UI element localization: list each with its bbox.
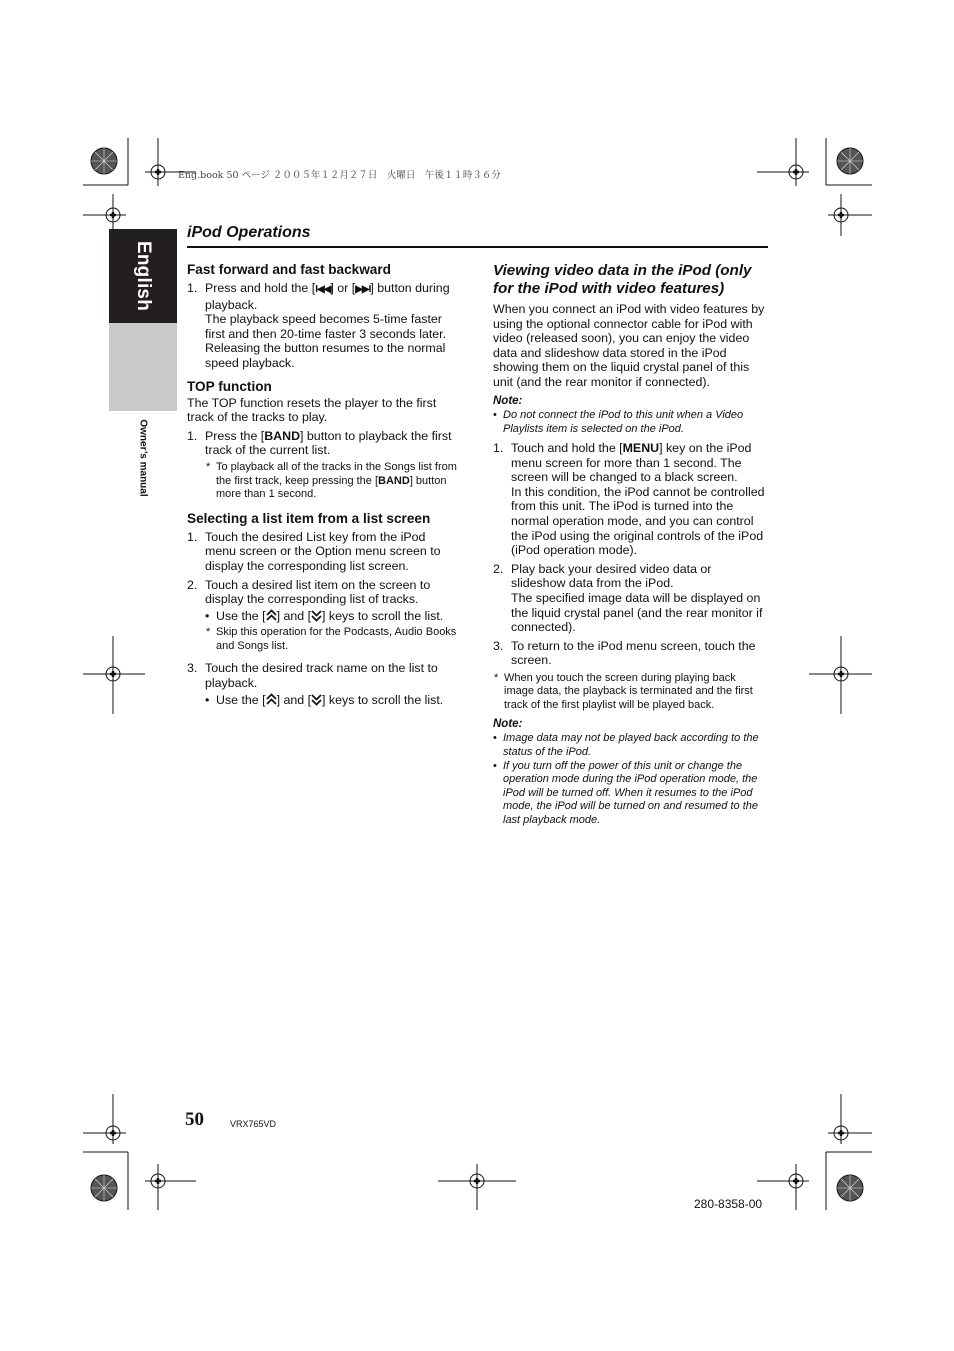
part-number: 280-8358-00 <box>694 1197 763 1211</box>
select-step-2-bullet: • Use the [ ] and [ ] keys to scroll the list. <box>205 608 444 623</box>
band-key: BAND <box>264 428 301 443</box>
side-tab-subtitle: Owner’s manual <box>137 419 149 497</box>
heading-select-list-item: Selecting a list item from a list screen <box>187 510 431 526</box>
model-number: VRX765VD <box>230 1119 277 1129</box>
note-item: • If you turn off the power of this unit or change the operation mode during the iPod operation mode, the iPod will be turned off. When it resumes to the iPod mode, the iPod will be turned on and resumed to the last playback mode. <box>493 760 758 826</box>
right-column <box>493 262 768 827</box>
select-step-3-bullet: • Use the [ ] and [ ] keys to scroll the list. <box>205 692 444 707</box>
select-step-3: 3. Touch the desired track name on the list to playback. • Use the [ ] and [ ] keys to scroll the list. <box>187 661 459 707</box>
select-step-2-asterisk: * Skip this operation for the Podcasts, Audio Books and Songs list. <box>206 626 457 652</box>
note-item: • Image data may not be played back according to the status of the iPod. <box>493 732 759 758</box>
side-language-tab <box>109 229 177 497</box>
video-asterisk-note: * When you touch the screen during playing back image data, the playback is terminated and the first track of the first playlist will be played back. <box>494 671 753 712</box>
video-intro: When you connect an iPod with video features by using the optional connector cable for iPod with video (released soon), you can enjoy the video data and slideshow data stored in the iPod showing them on the liquid crystal panel of this unit (and the rear monitor if connected). <box>493 302 765 389</box>
video-step-1: 1. Touch and hold the [MENU] key on the iPod menu screen for more than 1 second. The screen will be changed to a black screen. In this condition, the iPod cannot be controlled from this unit. The iPod is turned into the normal operation mode, and you can control the iPod using the original controls of the iPod (iPod operation mode). <box>493 440 765 558</box>
note-label: Note: <box>493 717 523 730</box>
video-step-3: 3. To return to the iPod menu screen, touch the screen. <box>493 638 756 668</box>
print-header: Eng.book 50 ページ ２００５年１２月２７日 火曜日 午後１１時３６分 <box>178 170 501 181</box>
double-chevron-up-icon <box>266 693 277 706</box>
select-step-2: 2. Touch a desired list item on the screen to display the corresponding list of tracks. • Use the [ ] and [ ] keys to scroll the list. * Skip this operation for the Podcasts, Audio Books and Songs list. <box>187 578 459 654</box>
top-asterisk-note: * To playback all of the tracks in the Songs list from the first track, keep pressing the [BAND] button more than 1 second. <box>206 460 457 501</box>
heading-top-function: TOP function <box>187 378 272 394</box>
note-item: • Do not connect the iPod to this unit when a Video Playlists item is selected on the iPod. <box>493 409 744 435</box>
select-step-1: 1. Touch the desired List key from the iPod menu screen or the Option menu screen to display the corresponding list screen. <box>187 529 441 573</box>
double-chevron-down-icon <box>311 609 322 622</box>
heading-viewing-video: Viewing video data in the iPod (only for the iPod with video features) <box>493 262 752 297</box>
side-tab-language: English <box>133 240 154 312</box>
double-chevron-down-icon <box>311 693 322 706</box>
skip-forward-icon: ▶▶I <box>355 284 371 295</box>
top-step-1: 1. Press the [BAND] button to playback the first track of the current list. * To playback all of the tracks in the Songs list from the first track, keep pressing the [BAND] button more than 1 second. <box>187 429 459 502</box>
section-title: iPod Operations <box>187 224 311 241</box>
ff-step-1: 1. Press and hold the [I◀◀] or [▶▶I] button during playback. The playback speed becomes 5-time faster first and then 20-time faster 3 seconds later. Releasing the button resumes to the normal speed playback. <box>187 281 450 370</box>
menu-key: MENU <box>622 440 660 455</box>
heading-fast-forward: Fast forward and fast backward <box>187 262 391 277</box>
page-number: 50 <box>185 1109 204 1130</box>
video-step-2: 2. Play back your desired video data or slideshow data from the iPod. The specified image data will be displayed on the liquid crystal panel (and the rear monitor if connected). <box>493 561 763 635</box>
title-rule <box>187 246 768 248</box>
double-chevron-up-icon <box>266 609 277 622</box>
note-label: Note: <box>493 394 523 407</box>
left-column: Fast forward and fast backward 1. Press and hold the [I◀◀] or [▶▶I] button during playback. The playback speed becomes 5-time faster first and then 20-time faster 3 seconds later. Releasing the button resumes to the normal speed playback. TOP function The TOP function resets the player to the first track of the tracks to play. 1. Press the [BAND] button to playback the first track of the current list. * To playback all of the tracks in the Songs list from the first track, keep pressing the [BAND] button more than 1 second. Selecting a list item from a list screen 1. Touch the desired List key from the iPod menu screen or the Option menu screen to display the corresponding list screen. 2. Touch a desired list item on the screen to display the corresponding list of tracks. • Use the [ ] and [ ] keys to scroll the list. * Skip this operation for the Podcasts, Audio Books and Songs list. 3. Touch the desired track name on the list to playback. • Use the [ ] and [ ] keys to scroll the list. <box>187 262 459 707</box>
skip-back-icon: I◀◀ <box>315 284 331 295</box>
